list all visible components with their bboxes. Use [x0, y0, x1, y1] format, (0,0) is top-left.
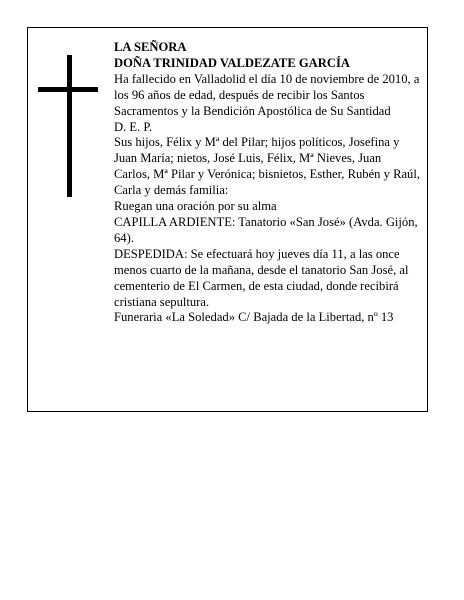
prayer-request: Ruegan una oración por su alma: [114, 199, 277, 214]
death-statement: Ha fallecido en Valladolid el día 10 de noviembre de 2010, a los 96 años de edad, después de recibir los Santos Sacramentos y la Bendición Apostólica de Su Santidad: [114, 71, 420, 118]
cross-icon: [38, 55, 98, 197]
dep-line: D. E. P.: [114, 119, 153, 134]
funeral-home-info: Funeraria «La Soledad» C/ Bajada de la Libertad, nº 13: [114, 310, 394, 325]
obituary-notice: [27, 27, 428, 412]
deceased-name: DOÑA TRINIDAD VALDEZATE GARCÍA: [114, 55, 350, 70]
family-list: Sus hijos, Félix y Mª del Pilar; hijos políticos, Josefina y Juan María; nietos, José Luis, Félix, Mª Nieves, Juan Carlos, Mª Pilar y Verónica; bisnietos, Esther, Rubén y Raúl, Carla y demás familia:: [114, 135, 421, 198]
cross-vertical-bar: [67, 55, 72, 197]
notice-heading-title: LA SEÑORA: [114, 40, 187, 54]
chapel-info: CAPILLA ARDIENTE: Tanatorio «San José» (Avda. Gijón, 64).: [114, 214, 418, 245]
notice-text: [114, 40, 420, 326]
cross-horizontal-bar: [38, 87, 98, 92]
farewell-info: DESPEDIDA: Se efectuará hoy jueves día 11, a las once menos cuarto de la mañana, desde el tanatorio San José, al cementerio de El Carmen, de esta ciudad, donde recibirá cristiana sepultura.: [114, 246, 409, 309]
